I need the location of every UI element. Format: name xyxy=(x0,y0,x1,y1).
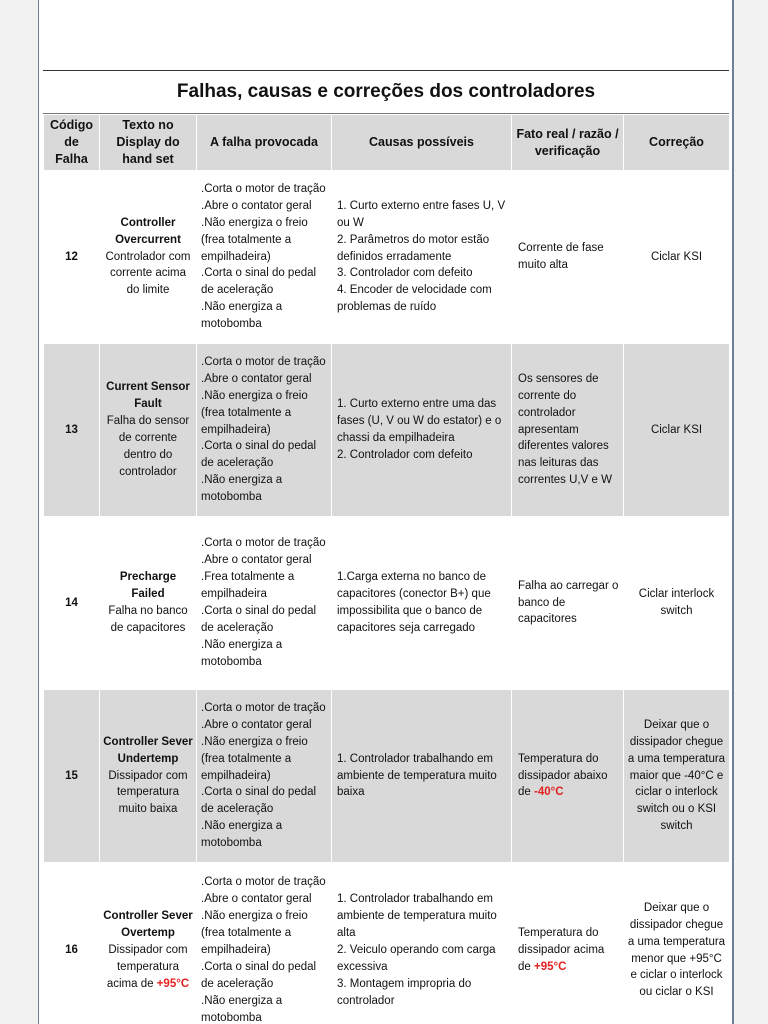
display-description: Dissipador com temperatura acima de xyxy=(106,944,188,990)
fact-cell: Falha ao carregar o banco de capacitores xyxy=(512,517,624,690)
failure-line: .Não energiza o freio (frea totalmente a empilhadeira) xyxy=(201,216,308,263)
failure-line: .Abre o contator geral xyxy=(201,718,312,731)
fact-cell xyxy=(512,863,624,1024)
fix-cell: Ciclar interlock switch xyxy=(624,517,730,690)
display-text xyxy=(100,171,197,344)
failure-line: .Corta o motor de tração xyxy=(201,537,326,550)
display-text xyxy=(100,863,197,1024)
display-text xyxy=(100,344,197,517)
cause-line: 4. Encoder de velocidade com problemas de ruído xyxy=(337,284,492,314)
failure-line: .Não energiza a motobomba xyxy=(201,994,283,1024)
cause-line: 1. Controlador trabalhando em ambiente de temperatura muito baixa xyxy=(337,752,497,799)
document-title: Falhas, causas e correções dos controladores xyxy=(43,70,729,114)
failure-line: .Corta o sinal do pedal de aceleração xyxy=(201,267,317,297)
header-code: Código de Falha xyxy=(44,115,100,171)
failure-line: .Corta o sinal do pedal de aceleração xyxy=(201,786,317,816)
cause-line: 1. Controlador trabalhando em ambiente de temperatura muito alta xyxy=(337,893,497,940)
failure-line: .Abre o contator geral xyxy=(201,893,312,906)
cause-line: 2. Veiculo operando com carga excessiva xyxy=(337,944,496,973)
failure-cell xyxy=(197,690,332,863)
display-description: Falha no banco de capacitores xyxy=(108,605,188,634)
fact-text: Temperatura do dissipador abaixo de xyxy=(518,752,608,799)
cause-line: 2. Controlador com defeito xyxy=(337,448,473,461)
failure-line: .Corta o motor de tração xyxy=(201,355,326,368)
cause-line: 1.Carga externa no banco de capacitores (conector B+) que impossibilita que o banco de capacitores seja carregado xyxy=(337,571,491,634)
display-text xyxy=(100,690,197,863)
display-description: Falha do sensor de corrente dentro do controlador xyxy=(106,415,190,478)
header-causes: Causas possíveis xyxy=(332,115,512,171)
fault-code: 13 xyxy=(44,344,100,517)
failure-line: .Corta o sinal do pedal de aceleração xyxy=(201,605,317,634)
display-title: Controller Sever Overtemp xyxy=(103,910,193,940)
temperature-value: +95°C xyxy=(156,977,190,990)
header-display: Texto no Display do hand set xyxy=(100,115,197,171)
fact-cell: Corrente de fase muito alta xyxy=(512,171,624,344)
failure-line: .Frea totalmente a empilhadeira xyxy=(201,571,295,601)
fault-code: 14 xyxy=(44,517,100,690)
fix-cell: Deixar que o dissipador chegue a uma temperatura maior que -40°C e ciclar o interlock switch ou o KSI switch xyxy=(624,690,730,863)
header-failure: A falha provocada xyxy=(197,115,332,171)
cause-line: 3. Controlador com defeito xyxy=(337,267,473,280)
display-title: Controller Overcurrent xyxy=(115,216,181,246)
display-description: Controlador com corrente acima do limite xyxy=(105,250,191,297)
failure-line: .Não energiza a motobomba xyxy=(201,820,283,850)
failure-line: .Abre o contator geral xyxy=(201,372,312,385)
display-title: Current Sensor Fault xyxy=(106,381,190,411)
fault-code: 16 xyxy=(44,863,100,1024)
causes-cell xyxy=(332,171,512,344)
failure-line: .Corta o sinal do pedal de aceleração xyxy=(201,440,317,470)
display-title: Controller Sever Undertemp xyxy=(103,735,193,765)
failure-line: .Não energiza o freio (frea totalmente a empilhadeira) xyxy=(201,910,308,957)
header-fact: Fato real / razão / verificação xyxy=(512,115,624,171)
table-header-row xyxy=(44,115,730,171)
causes-cell xyxy=(332,344,512,517)
fix-cell: Deixar que o dissipador chegue a uma temperatura menor que +95°C e ciclar o interlock ou ciclar o KSI xyxy=(624,863,730,1024)
display-title: Precharge Failed xyxy=(119,571,177,601)
causes-cell xyxy=(332,517,512,690)
failure-line: .Corta o motor de tração xyxy=(201,876,326,889)
failure-line: .Não energiza a motobomba xyxy=(201,301,283,331)
failure-line: .Abre o contator geral xyxy=(201,554,312,567)
failure-cell xyxy=(197,517,332,690)
failure-line: .Não energiza a motobomba xyxy=(201,474,283,504)
fault-code: 15 xyxy=(44,690,100,863)
header-fix: Correção xyxy=(624,115,730,171)
cause-line: 1. Curto externo entre uma das fases (U, V ou W do estator) e o chassi da empilhadeira xyxy=(337,398,502,444)
failure-line: .Não energiza o freio (frea totalmente a empilhadeira) xyxy=(201,735,308,782)
fault-table xyxy=(43,114,730,1024)
failure-line: .Não energiza o freio (frea totalmente a empilhadeira) xyxy=(201,389,308,436)
causes-cell xyxy=(332,863,512,1024)
failure-line: .Abre o contator geral xyxy=(201,199,312,212)
document-page xyxy=(38,0,734,1024)
display-text xyxy=(100,517,197,690)
fact-cell xyxy=(512,690,624,863)
failure-cell xyxy=(197,344,332,517)
fix-cell: Ciclar KSI xyxy=(624,344,730,517)
failure-line: .Corta o motor de tração xyxy=(201,182,326,195)
cause-line: 2. Parâmetros do motor estão definidos erradamente xyxy=(337,233,490,263)
table-row xyxy=(44,344,730,517)
failure-line: .Corta o motor de tração xyxy=(201,701,326,714)
failure-cell xyxy=(197,863,332,1024)
temperature-value: -40°C xyxy=(534,786,564,799)
table-row xyxy=(44,517,730,690)
table-row xyxy=(44,171,730,344)
temperature-value: +95°C xyxy=(534,960,567,973)
failure-line: .Corta o sinal do pedal de aceleração xyxy=(201,960,317,990)
failure-cell xyxy=(197,171,332,344)
fix-cell: Ciclar KSI xyxy=(624,171,730,344)
fault-code: 12 xyxy=(44,171,100,344)
fact-text: Temperatura do dissipador acima de xyxy=(518,927,605,973)
cause-line: 3. Montagem impropria do controlador xyxy=(337,977,472,1007)
table-row xyxy=(44,690,730,863)
causes-cell xyxy=(332,690,512,863)
table-row xyxy=(44,863,730,1024)
display-description: Dissipador com temperatura muito baixa xyxy=(108,769,188,816)
fact-cell: Os sensores de corrente do controlador apresentam diferentes valores nas leituras das correntes U,V e W xyxy=(512,344,624,517)
failure-line: .Não energiza a motobomba xyxy=(201,638,283,668)
cause-line: 1. Curto externo entre fases U, V ou W xyxy=(337,199,506,229)
